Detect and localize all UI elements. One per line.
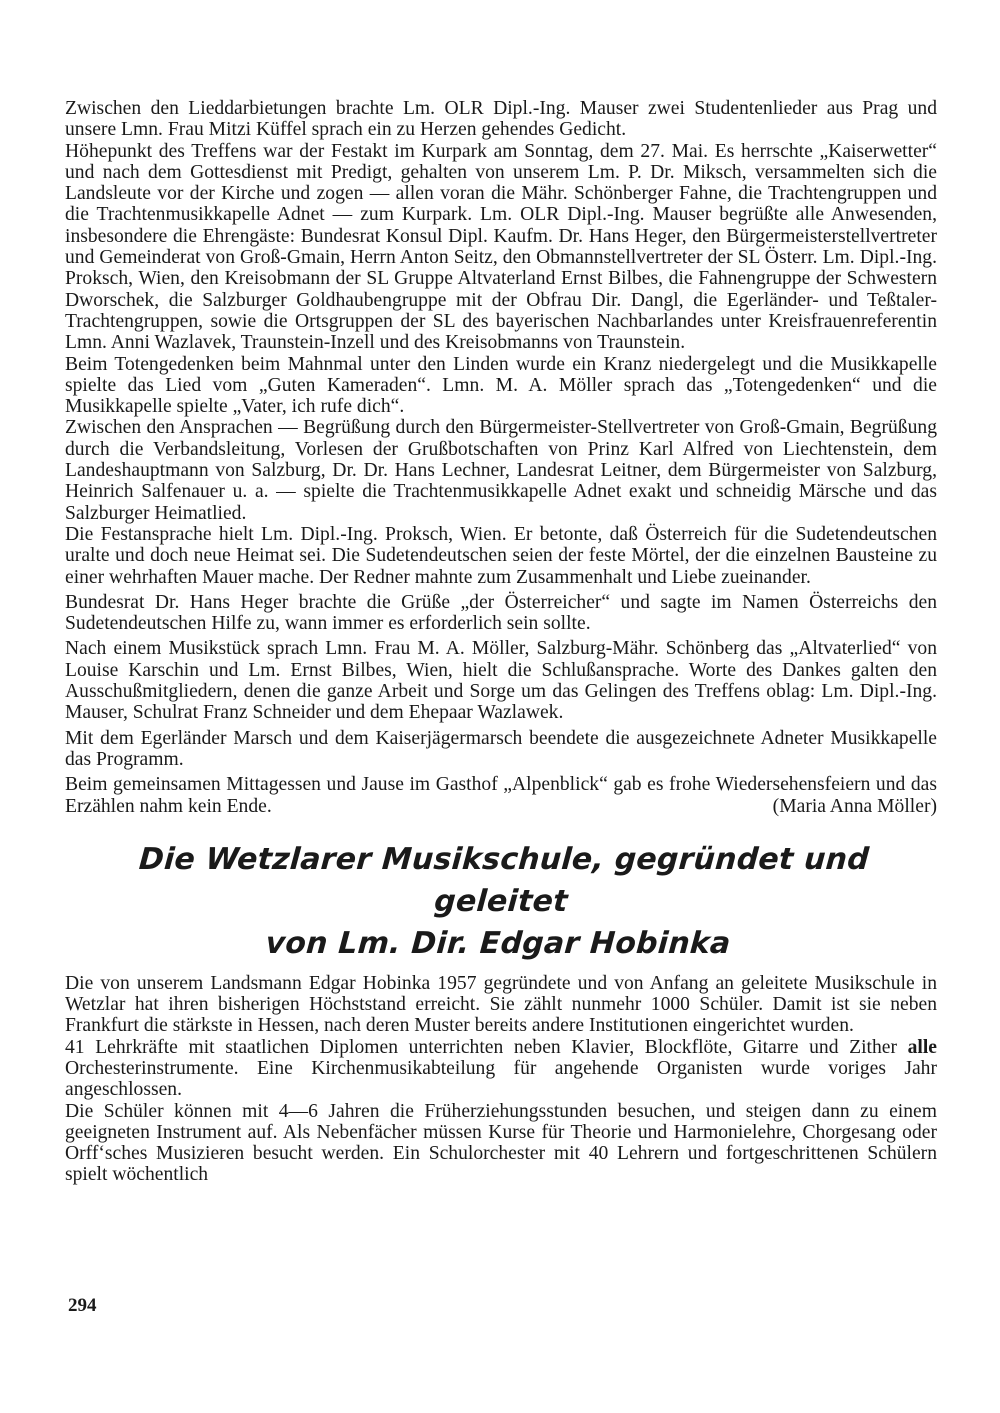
page-number: 294 [68, 1295, 97, 1316]
article-title [61, 839, 942, 965]
report-paragraph-4: Zwischen den Ansprachen — Begrüßung durch den Bürgermeister-Stellvertreter von Groß-Gmain, Begrüßung durch die Verbandsleitung, Vorlesen der Grußbotschaften von Prinz Karl Alfred von Liechtenstein, dem Landeshauptmann von Salzburg, Dr. Dr. Hans Lechner, Landesrat Leitner, dem Bürgermeister von Salzburg, Heinrich Salfenauer u. a. — spielte die Trachtenmusikkapelle Adnet exakt und schneidig Märsche und das Salzburger Heimatlied. [65, 417, 937, 524]
report-closing-text: Beim gemeinsamen Mittagessen und Jause im Gasthof „Alpenblick“ gab es frohe Wiedersehensfeiern und das Erzählen nahm kein Ende. [65, 774, 937, 817]
article-paragraph-2-start: 41 Lehrkräfte mit staatlichen Diplomen unterrichten neben Klavier, Blockflöte, Gitarre und Zither [65, 1036, 908, 1058]
report-paragraph-6: Bundesrat Dr. Hans Heger brachte die Grüße „der Österreicher“ und sagte im Namen Österreichs den Sudetendeutschen Hilfe zu, wann immer es erforderlich sein sollte. [65, 591, 937, 635]
report-paragraph-7: Nach einem Musikstück sprach Lmn. Frau M. A. Möller, Salzburg-Mähr. Schönberg das „Altvaterlied“ von Louise Karschin und Lm. Ernst Bilbes, Wien, hielt die Schlußansprache. Worte des Dankes galten den Ausschußmitgliedern, denen die ganze Arbeit und Sorge um das Gelingen des Treffens oblag: Lm. Dipl.-Ing. Mauser, Schulrat Franz Schneider und dem Ehepaar Wazlawek. [65, 638, 937, 724]
report-paragraph-9 [65, 774, 937, 817]
report-paragraph-1: Zwischen den Lieddarbietungen brachte Lm. OLR Dipl.-Ing. Mauser zwei Studentenlieder aus Prag und unsere Lmn. Frau Mitzi Küffel sprach ein zu Herzen gehendes Gedicht. [65, 98, 937, 141]
article-paragraph-2-end: Orchesterinstrumente. Eine Kirchenmusikabteilung für angehende Organisten wurde voriges Jahr angeschlossen. [65, 1057, 937, 1101]
article-title-line-2: von Lm. Dir. Edgar Hobinka [264, 925, 732, 961]
article-paragraph-1: Die von unserem Landsmann Edgar Hobinka 1957 gegründete und von Anfang an geleitete Musikschule in Wetzlar hat ihren bisherigen Höchststand erreicht. Sie zählt nunmehr 1000 Schüler. Damit ist sie neben Frankfurt die stärkste in Hessen, nach deren Muster bereits andere Institutionen eingerichtet wurden. [65, 972, 937, 1037]
article-paragraph-2 [65, 1037, 937, 1101]
page-content [65, 98, 937, 1186]
report-author: (Maria Anna Möller) [772, 795, 937, 817]
report-paragraph-5: Die Festansprache hielt Lm. Dipl.-Ing. Proksch, Wien. Er betonte, daß Österreich für die Sudetendeutschen uralte und doch neue Heimat sei. Die Sudetendeutschen seien der feste Mörtel, der die einzelnen Bausteine zu einer wehrhaften Mauer mache. Der Redner mahnte zum Zusammenhalt und Liebe zueinander. [65, 523, 937, 588]
article-paragraph-3: Die Schüler können mit 4—6 Jahren die Früherziehungsstunden besuchen, und steigen dann zu einem geeigneten Instrument auf. Als Nebenfächer müssen Kurse für Theorie und Harmonielehre, Chorgesang oder Orff‘sches Musizieren besucht werden. Ein Schulorchester mit 40 Lehrern und fortgeschrittenen Schülern spielt wöchentlich [65, 1100, 937, 1186]
article-title-line-1: Die Wetzlarer Musikschule, gegründet und geleitet [137, 841, 871, 919]
report-paragraph-2: Höhepunkt des Treffens war der Festakt im Kurpark am Sonntag, dem 27. Mai. Es herrschte „Kaiserwetter“ und nach dem Gottesdienst mit Predigt, gehalten von unserem Lm. P. Dr. Miksch, versammelten sich die Landsleute vor der Kirche und zogen — allen voran die Mähr. Schönberger Fahne, die Trachtengruppen und die Trachtenmusikkapelle Adnet — zum Kurpark. Lm. OLR Dipl.-Ing. Mauser begrüßte alle Anwesenden, insbesondere die Ehrengäste: Bundesrat Konsul Dipl. Kaufm. Dr. Hans Heger, den Bürgermeisterstellvertreter und Gemeinderat von Groß-Gmain, Herrn Anton Seitz, den Obmannstellvertreter der SL Österr. Lm. Dipl.-Ing. Proksch, Wien, den Kreisobmann der SL Gruppe Altvaterland Ernst Bilbes, die Fahnengruppe der Schwestern Dworschek, die Salzburger Goldhaubengruppe mit der Obfrau Dir. Dangl, die Egerländer- und Teßtaler-Trachtengruppen, sowie die Ortsgruppen der SL des bayerischen Nachbarlandes unter Kreisfrauenreferentin Lmn. Anni Wazlavek, Traunstein-Inzell und des Kreisobmanns von Traunstein. [65, 140, 937, 354]
report-paragraph-8: Mit dem Egerländer Marsch und dem Kaiserjägermarsch beendete die ausgezeichnete Adneter Musikkapelle das Programm. [65, 727, 937, 770]
article-emphasis: alle [907, 1036, 937, 1058]
report-paragraph-3: Beim Totengedenken beim Mahnmal unter den Linden wurde ein Kranz niedergelegt und die Musikkapelle spielte das Lied vom „Guten Kameraden“. Lmn. M. A. Möller sprach das „Totengedenken“ und die Musikkapelle spielte „Vater, ich rufe dich“. [65, 353, 937, 418]
